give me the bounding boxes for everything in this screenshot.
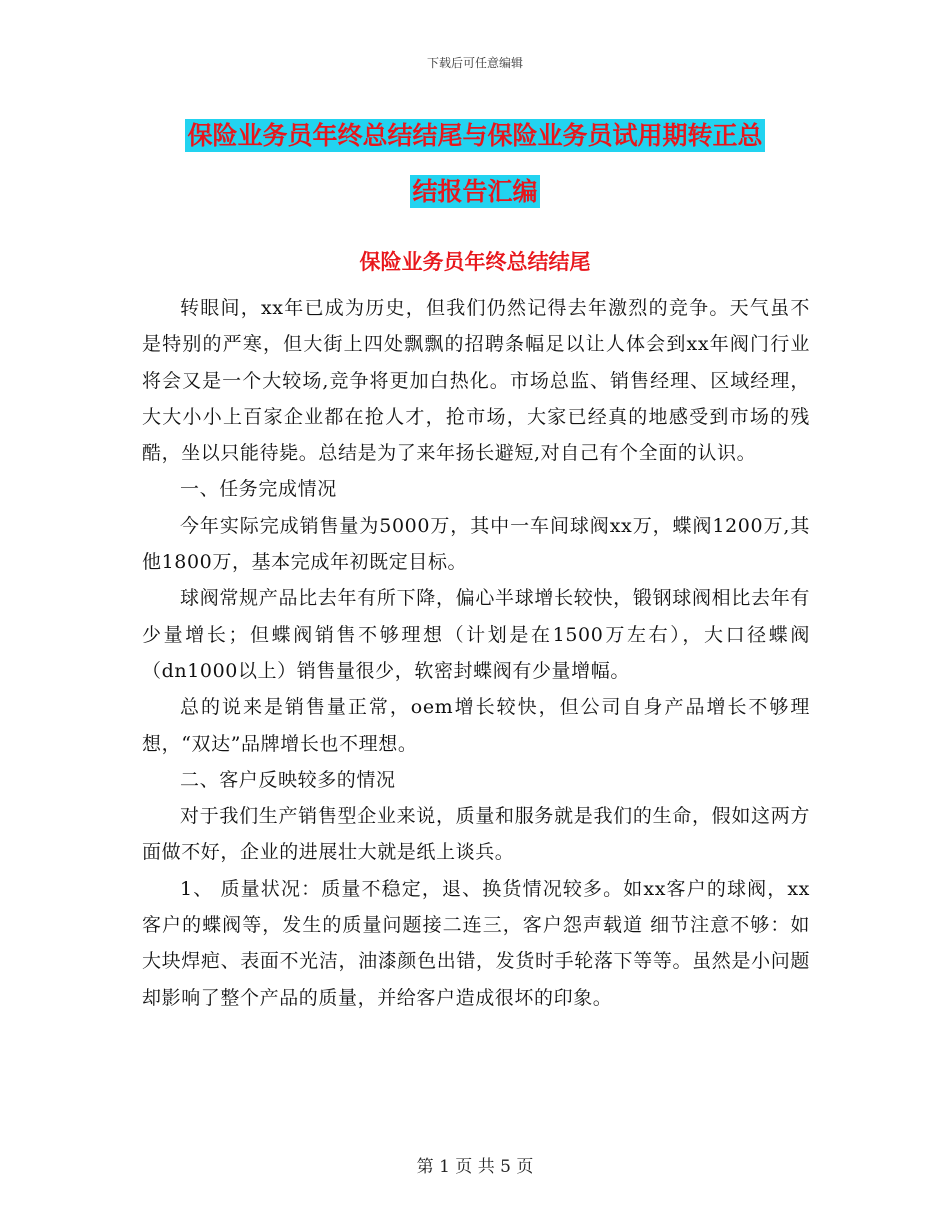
paragraph-intro: 转眼间，xx年已成为历史，但我们仍然记得去年激烈的竞争。天气虽不是特别的严寒，但大街上四处飘飘的招聘条幅足以让人体会到xx年阀门行业将会又是一个大较场,竞争将更加白热化。市场总监、销售经理、区域经理，大大小小上百家企业都在抢人才，抢市场，大家已经真的地感受到市场的残酷，坐以只能待毙。总结是为了来年扬长避短,对自己有个全面的认识。 — [142, 297, 810, 465]
page-number: 第 1 页 共 5 页 — [416, 1157, 534, 1177]
document-title-line-2: 结报告汇编 — [412, 177, 538, 206]
page-header-note: 下载后可任意编辑 — [426, 56, 523, 70]
document-body — [142, 290, 810, 1016]
document-title-line-1: 保险业务员年终总结结尾与保险业务员试用期转正总 — [187, 121, 763, 150]
paragraph-sales-volume: 今年实际完成销售量为5000万，其中一车间球阀xx万，蝶阀1200万,其他1800万，基本完成年初既定目标。 — [142, 514, 810, 574]
document-title — [140, 108, 810, 220]
paragraph-quality-status: 1、 质量状况：质量不稳定，退、换货情况较多。如xx客户的球阀，xx客户的蝶阀等，发生的质量问题接二连三，客户怨声载道 细节注意不够：如大块焊疤、表面不光洁，油漆颜色出错，发货时手轮落下等等。虽然是小问题却影响了整个产品的质量，并给客户造成很坏的印象。 — [142, 877, 810, 1009]
paragraph-product-analysis: 球阀常规产品比去年有所下降，偏心半球增长较快，锻钢球阀相比去年有少量增长；但蝶阀销售不够理想（计划是在1500万左右），大口径蝶阀（dn1000以上）销售量很少，软密封蝶阀有少量增幅。 — [142, 587, 810, 682]
paragraph-heading-tasks: 一、任务完成情况 — [180, 478, 337, 501]
paragraph-summary: 总的说来是销售量正常，oem增长较快，但公司自身产品增长不够理想，“双达”品牌增长也不理想。 — [142, 696, 810, 755]
section-heading: 保险业务员年终总结结尾 — [359, 250, 591, 274]
paragraph-quality-service: 对于我们生产销售型企业来说，质量和服务就是我们的生命，假如这两方面做不好，企业的进展壮大就是纸上谈兵。 — [142, 805, 810, 864]
paragraph-heading-customers: 二、客户反映较多的情况 — [180, 768, 396, 791]
